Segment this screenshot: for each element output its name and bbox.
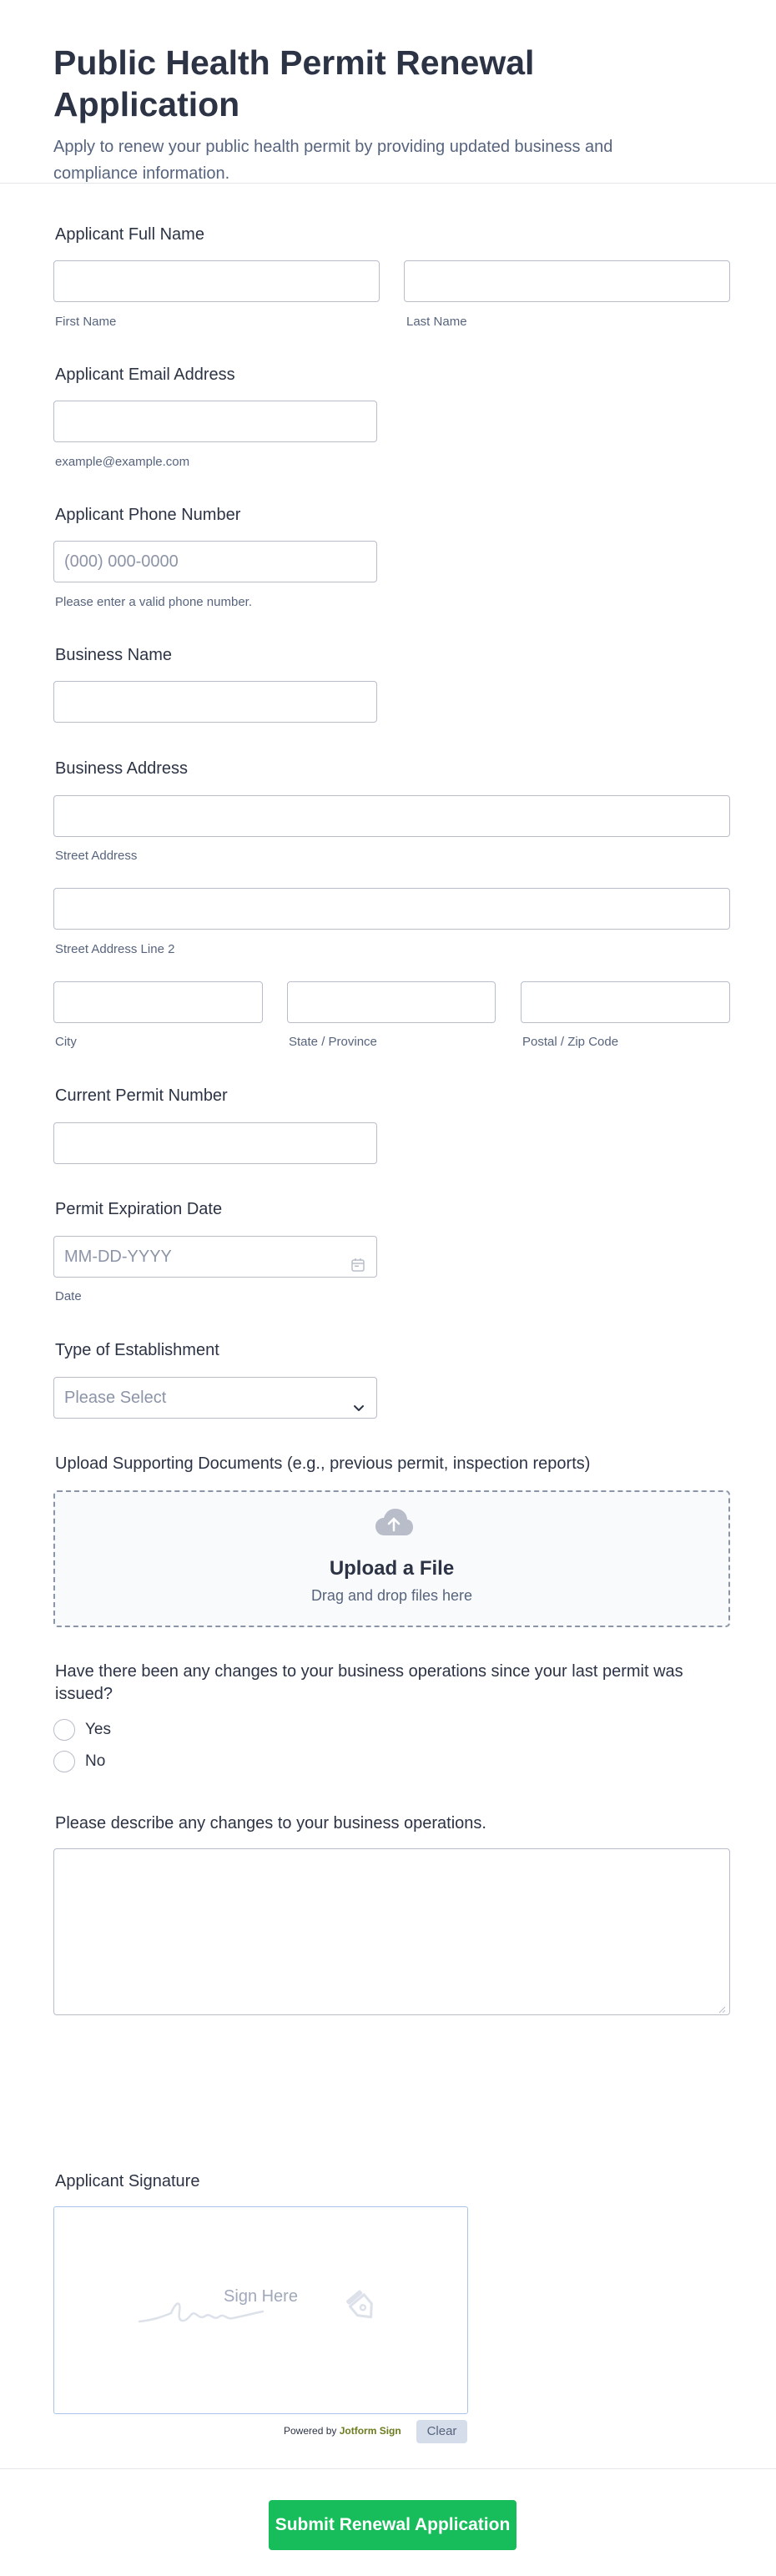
phone-placeholder: (000) 000-0000: [64, 552, 179, 571]
business-name-label: Business Name: [55, 646, 173, 664]
radio-label-no: No: [85, 1752, 106, 1770]
establishment-selected-value: Please Select: [64, 1389, 167, 1407]
expiration-date-input[interactable]: [53, 1236, 377, 1278]
radio-option-no[interactable]: [53, 1750, 105, 1773]
business-name-input[interactable]: [53, 681, 377, 723]
street-address-sublabel: Street Address: [55, 849, 138, 863]
phone-sublabel: Please enter a valid phone number.: [55, 595, 252, 609]
last-name-input[interactable]: [404, 260, 730, 302]
footer-divider: [0, 2468, 776, 2469]
clear-signature-button[interactable]: Clear: [416, 2420, 467, 2443]
full-name-label: Applicant Full Name: [55, 225, 204, 244]
phone-input[interactable]: [53, 541, 377, 582]
establishment-label: Type of Establishment: [55, 1341, 219, 1359]
establishment-select[interactable]: [53, 1377, 377, 1419]
form-subtitle: Apply to renew your public health permit by providing updated business and compliance information.: [53, 138, 613, 183]
upload-subtitle: Drag and drop files here: [310, 1587, 473, 1604]
first-name-sublabel: First Name: [55, 315, 117, 329]
submit-button[interactable]: Submit Renewal Application: [269, 2500, 516, 2550]
email-input[interactable]: [53, 401, 377, 442]
street-address-input[interactable]: [53, 795, 730, 837]
radio-button[interactable]: [53, 1751, 75, 1772]
powered-by-brand: Jotform Sign: [339, 2425, 401, 2437]
signature-placeholder: Sign Here: [224, 2287, 298, 2306]
cloud-upload-icon: [374, 1507, 414, 1539]
form-title: Public Health Permit Renewal Application: [53, 43, 535, 124]
street-address-line2-sublabel: Street Address Line 2: [55, 942, 175, 956]
business-address-label: Business Address: [55, 759, 188, 778]
form-header: [0, 0, 776, 184]
last-name-sublabel: Last Name: [406, 315, 467, 329]
powered-by-text: [284, 2425, 401, 2437]
resize-handle-icon[interactable]: [718, 2003, 726, 2011]
zip-input[interactable]: [521, 981, 730, 1023]
radio-label-yes: Yes: [85, 1721, 111, 1738]
upload-label: Upload Supporting Documents (e.g., previous permit, inspection reports): [55, 1454, 591, 1473]
zip-sublabel: Postal / Zip Code: [522, 1035, 619, 1049]
permit-number-input[interactable]: [53, 1122, 377, 1164]
state-input[interactable]: [287, 981, 496, 1023]
expiration-date-label: Permit Expiration Date: [55, 1200, 223, 1218]
radio-button[interactable]: [53, 1719, 75, 1741]
upload-dropzone[interactable]: [53, 1490, 730, 1627]
upload-title: Upload a File: [329, 1557, 455, 1580]
radio-option-yes[interactable]: [53, 1718, 111, 1742]
city-sublabel: City: [55, 1035, 77, 1049]
email-sublabel: example@example.com: [55, 455, 190, 469]
describe-changes-label: Please describe any changes to your business operations.: [55, 1814, 486, 1832]
expiration-date-sublabel: Date: [55, 1289, 82, 1303]
pen-nib-icon: [340, 2287, 382, 2324]
state-sublabel: State / Province: [289, 1035, 377, 1049]
signature-pad[interactable]: [53, 2206, 468, 2414]
changes-label-line1: Have there been any changes to your business operations since your last permit was: [55, 1662, 683, 1681]
city-input[interactable]: [53, 981, 263, 1023]
street-address-line2-input[interactable]: [53, 888, 730, 930]
permit-number-label: Current Permit Number: [55, 1086, 228, 1105]
changes-label-line2: issued?: [55, 1685, 113, 1703]
phone-label: Applicant Phone Number: [55, 506, 241, 524]
chevron-down-icon: [351, 1390, 366, 1405]
signature-label: Applicant Signature: [55, 2172, 200, 2190]
describe-changes-textarea[interactable]: [53, 1848, 730, 2015]
powered-by-prefix: Powered by: [284, 2425, 337, 2437]
expiration-date-placeholder: MM-DD-YYYY: [64, 1248, 172, 1266]
email-label: Applicant Email Address: [55, 365, 235, 384]
first-name-input[interactable]: [53, 260, 380, 302]
calendar-icon[interactable]: [350, 1248, 366, 1265]
